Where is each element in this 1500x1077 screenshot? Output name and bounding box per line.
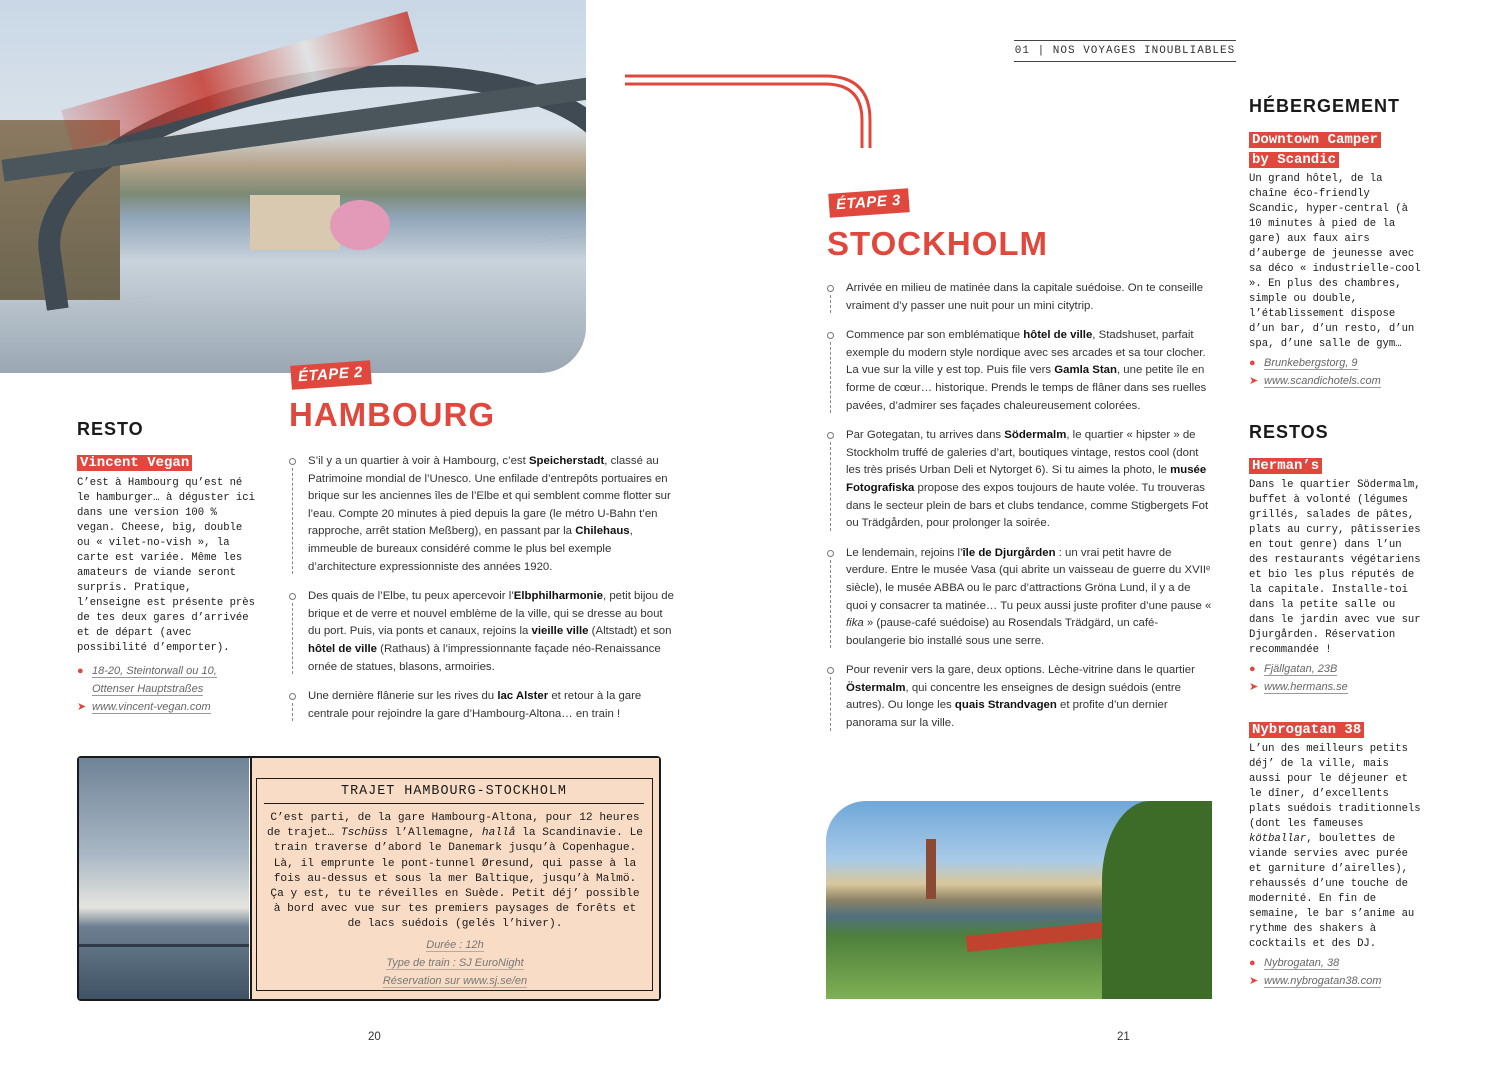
page-number-right: 21 [1117,1031,1130,1043]
oresund-bridge-photo [79,758,249,999]
hotel-description: Un grand hôtel, de la chaîne éco-friendly Scandic, hyper-central (à 10 minutes à pied de la gare) aux faux airs d’auberge de jeunesse avec sa déco « industrielle-cool ». En plus des chambres, simple ou double, l’établissement dispose d’un bar, d’un resto, d’un spa, d’une salle de gym… [1249,173,1421,350]
cursor-arrow-icon: ➤ [1249,681,1259,693]
etape-2-badge: ÉTAPE 2 [290,360,371,390]
resto-website[interactable]: ➤ www.nybrogatan38.com [1249,972,1425,990]
trajet-train-type: Type de train : SJ EuroNight [386,957,524,969]
list-item: Pour revenir vers la gare, deux options. Lèche-vitrine dans le quartier Östermalm, qui concentre les enseignes de design suédois (entre autres). Ou longe les quais Strandvagen et profite d’un dernier panorama sur la ville. [827,662,1215,732]
resto-name: Vincent Vegan [77,455,192,471]
restos-heading: RESTOS [1249,422,1329,442]
resto-card-hermans [1249,456,1425,696]
list-item: Commence par son emblématique hôtel de ville, Stadshuset, parfait exemple du modern style nordique avec ses arcades et sa tour clocher. La vue sur la ville y est top. Puis file vers Gamla Stan, une petite île en forme de cœur… historique. Prends le temps de flâner dans ses ruelles pavées, d’admirer ses façades chaleureusement colorées. [827,327,1215,415]
page-number-left: 20 [368,1031,381,1043]
hotel-address: ● Brunkebergstorg, 9 [1249,354,1425,372]
hebergement-heading: HÉBERGEMENT [1249,96,1401,116]
list-item: Des quais de l’Elbe, tu peux apercevoir l’Elbphilharmonie, petit bijou de brique et de verre et nouvel emblème de la ville, qui se dresse au bout du port. Puis, via ponts et canaux, rejoins la vieille ville (Altstadt) et son hôtel de ville (Rathaus) à l’impressionnante façade néo-Renaissance ornée de statues, blasons, armoiries. [289,588,675,676]
stockholm-bullet-list [827,280,1215,745]
map-pin-icon: ● [1249,957,1256,969]
running-head: 01 | NOS VOYAGES INOUBLIABLES [1014,40,1236,62]
resto-website[interactable]: ➤ www.hermans.se [1249,678,1425,696]
resto-website[interactable]: ➤ www.vincent-vegan.com [77,698,257,716]
list-item: Arrivée en milieu de matinée dans la capitale suédoise. On te conseille vraiment d’y passer une nuit pour un mini citytrip. [827,280,1215,315]
resto-card-nybrogatan [1249,720,1425,990]
resto-address: ● Nybrogatan, 38 [1249,954,1425,972]
hebergement-card [1249,130,1425,390]
resto-heading: RESTO [77,419,144,439]
map-pin-icon: ● [1249,357,1256,369]
resto-card [77,453,257,716]
list-item: Par Gotegatan, tu arrives dans Södermalm, le quartier « hipster » de Stockholm truffé de galeries d’art, boutiques vintage, restos cool (dont les très prisés Urban Deli et Nytorget 6). Si tu aimes la photo, le musée Fotografiska propose des expos toujours de haute volée. Tu trouveras dans le secteur plein de bars et clubs tendance, comme Stigbergets Fot ou Trädgården, pour prolonger la soirée. [827,427,1215,533]
hamburg-bullet-list [289,453,675,735]
hotel-website[interactable]: ➤ www.scandichotels.com [1249,372,1425,390]
resto-description: C’est à Hambourg qu’est né le hamburger… à déguster ici dans une version 100 % vegan. Cheese, big, double ou « vilet-no-vish », la carte est variée. Même les amateurs de viande seront surpris. Pratique, l’enseigne est présente près de tes deux gares d’arrivée et de départ (avec possibilité d’emporter). [77,477,256,654]
resto-name: Herman’s [1249,458,1322,474]
hotel-name-line2: by Scandic [1249,152,1339,168]
cursor-arrow-icon: ➤ [1249,975,1259,987]
trajet-title: TRAJET HAMBOURG-STOCKHOLM [264,780,644,804]
stockholm-city-photo [826,801,1212,999]
list-item: S’il y a un quartier à voir à Hambourg, c’est Speicherstadt, classé au Patrimoine mondial de l’Unesco. Une enfilade d’entrepôts portuaires en brique sur les anciennes îles de l’Elbe et qui semblent comme flotter sur l’eau. Compte 20 minutes à pied depuis la gare (le métro U-Bahn t’en rapproche, arrêt station Meßberg), en passant par la Chilehaus, immeuble de bureaux considéré comme le plus bel exemple d’architecture expressionniste des années 1920. [289,453,675,576]
cursor-arrow-icon: ➤ [77,701,87,713]
hamburg-bridge-photo [0,0,586,373]
trajet-duration: Durée : 12h [426,939,484,951]
cursor-arrow-icon: ➤ [1249,375,1259,387]
etape-3-badge: ÉTAPE 3 [828,188,909,218]
resto-description: Dans le quartier Södermalm, buffet à volonté (légumes grillés, salades de pâtes, plats au curry, pâtisseries en tout genre) dans l’un des restaurants végétariens et bio les plus réputés de la capitale. Installe-toi dans la petite salle ou dans le jardin avec vue sur Djurgården. Réservation recommandée ! [1249,479,1421,656]
trajet-body: C’est parti, de la gare Hambourg-Altona, pour 12 heures de trajet… Tschüss l’Allemagne, hallå la Scandinavie. Le train traverse d’abord le Danemark jusqu’à Copenhague. Là, il emprunte le pont-tunnel Øresund, qui passe à la fois au-dessus et sous la mer Baltique, jusqu’à Malmö. Ça y est, tu te réveilles en Suède. Petit déj’ possible à bord avec vue sur tes premiers paysages de forêts et de lacs suédois (gelés l’hiver). [267,812,643,931]
city-title-hambourg: HAMBOURG [289,396,495,433]
hotel-name-line1: Downtown Camper [1249,132,1381,148]
map-pin-icon: ● [1249,663,1256,675]
rail-track-decoration [620,70,890,150]
resto-address: ● 18-20, Steintorwall ou 10, Ottenser Hauptstraßes [77,662,257,698]
trajet-meta [264,936,646,990]
resto-name: Nybrogatan 38 [1249,722,1364,738]
trajet-reservation-link[interactable]: Réservation sur www.sj.se/en [382,975,528,987]
list-item: Le lendemain, rejoins l’île de Djurgården : un vrai petit havre de verdure. Entre le musée Vasa (qui abrite un vaisseau de guerre du XVIIᵉ siècle), le musée ABBA ou le parc d’attractions Gröna Lund, il y a de quoi y consacrer ta matinée… Tu peux aussi juste profiter d’une pause « fika » (pause-café suédoise) au Rosendals Trädgärd, un café-boulangerie bio installé sous une serre. [827,545,1215,651]
list-item: Une dernière flânerie sur les rives du lac Alster et retour à la gare centrale pour rejoindre la gare d’Hambourg-Altona… en train ! [289,688,675,723]
city-title-stockholm: STOCKHOLM [827,225,1049,262]
resto-description: L’un des meilleurs petits déj’ de la ville, mais aussi pour le déjeuner et le dîner, d’excellents plats suédois traditionnels (dont les fameuses kötballar, boulettes de viande servies avec purée et garniture d’airelles), rehaussés d’une touche de modernité. En fin de semaine, le bar s’anime au rythme des shakers à cocktails et des DJ. [1249,743,1421,950]
map-pin-icon: ● [77,665,84,677]
resto-address: ● Fjällgatan, 23B [1249,660,1425,678]
